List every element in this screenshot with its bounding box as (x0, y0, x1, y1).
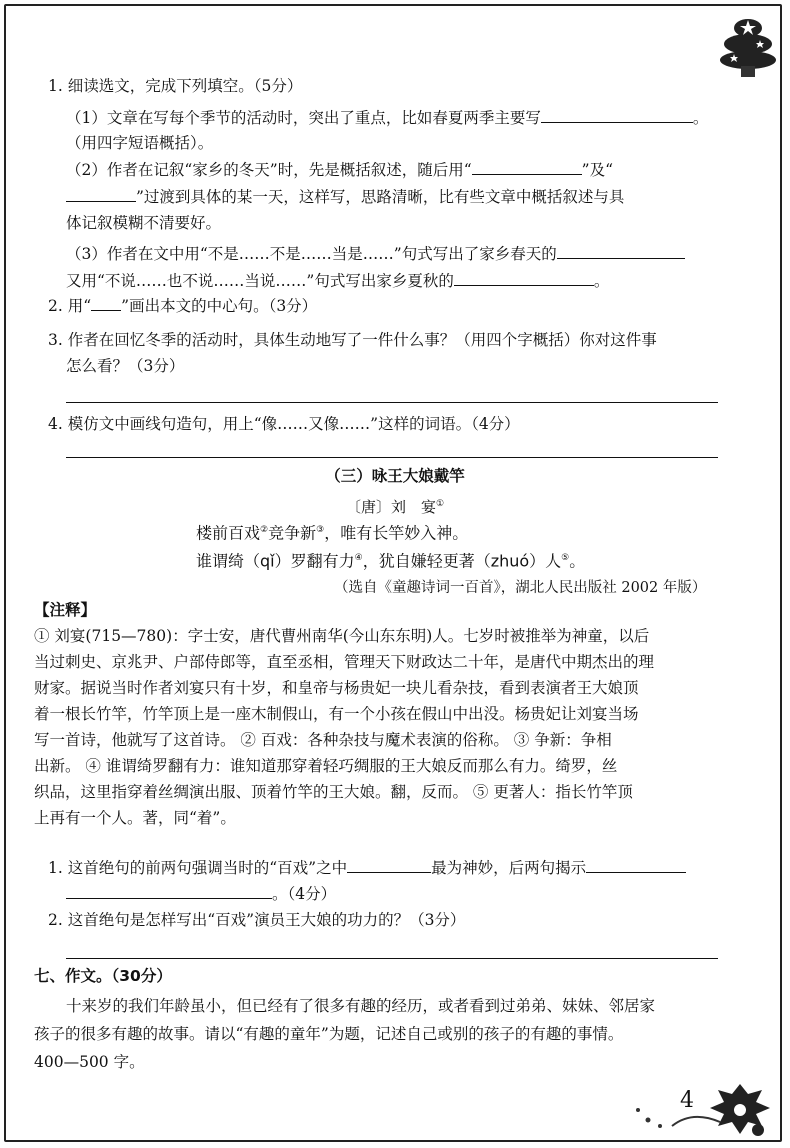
note-line: 上再有一个人。著，同“着”。 (34, 809, 236, 827)
answer-blank[interactable] (557, 244, 685, 259)
q1c-line1: （3）作者在文中用“不是……不是……当是……”句式写出了家乡春天的 (66, 244, 685, 264)
q2: 2. 用“ ”画出本文的中心句。（3分） (48, 297, 318, 315)
answer-blank[interactable] (66, 187, 136, 202)
answer-blank[interactable] (454, 271, 594, 286)
q3-answer-line[interactable] (66, 402, 718, 403)
poem-author: 〔唐〕刘 宴① (345, 498, 445, 516)
poem-line-2: 谁谓绮（qǐ）罗翻有力④，犹自嫌轻更著（zhuó）人⑤。 (196, 551, 586, 571)
notes-title: 【注释】 (34, 601, 97, 619)
q1-title: 1. 细读选文，完成下列填空。（5分） (48, 77, 303, 95)
q3-line1: 3. 作者在回忆冬季的活动时，具体生动地写了一件什么事？（用四个字概括）你对这件事 (48, 331, 657, 349)
answer-blank[interactable] (472, 160, 582, 175)
pq2-line1: 2. 这首绝句是怎样写出“百戏”演员王大娘的功力的？（3分） (48, 911, 466, 929)
essay-line-3: 400—500 字。 (34, 1053, 145, 1071)
q1a-line2: （用四字短语概括）。 (66, 134, 214, 152)
q1b-line3: 体记叙模糊不清要好。 (66, 214, 222, 232)
q4-answer-line[interactable] (66, 457, 718, 458)
essay-line-2: 孩子的很多有趣的故事。请以“有趣的童年”为题，记述自己或别的孩子的有趣的事情。 (34, 1025, 624, 1043)
answer-blank[interactable] (541, 108, 693, 123)
note-line: 当过刺史、京兆尹、户部侍郎等，直至丞相，管理天下财政达二十年，是唐代中期杰出的理 (34, 653, 655, 671)
note-line: 财家。据说当时作者刘宴只有十岁，和皇帝与杨贵妃一块儿看杂技，看到表演者王大娘顶 (34, 679, 639, 697)
q1b-line1: （2）作者在记叙“家乡的冬天”时，先是概括叙述，随后用“ ”及“ (66, 161, 613, 179)
note-line: 着一根长竹竿，竹竿顶上是一座木制假山，有一个小孩在假山中出没。杨贵妃让刘宴当场 (34, 705, 639, 723)
note-line: 写一首诗，他就写了这首诗。 ② 百戏：各种杂技与魔术表演的俗称。 ③ 争新：争相 (34, 731, 612, 749)
pq2-answer-line[interactable] (66, 958, 718, 959)
answer-blank[interactable] (347, 858, 431, 873)
answer-blank[interactable] (586, 858, 686, 873)
poem-title: （三）咏王大娘戴竿 (325, 467, 465, 485)
q1b-line2: ”过渡到具体的某一天，这样写，思路清晰，比有些文章中概括叙述与具 (66, 187, 624, 207)
poem-line-1: 楼前百戏②竞争新③，唯有长竿妙入神。 (196, 523, 469, 543)
pq1-line2: 。（4分） (66, 884, 336, 904)
holly-decoration-icon (632, 1080, 782, 1140)
note-line: ① 刘宴(715—780)：字士安，唐代曹州南华(今山东东明)人。七岁时被推举为神童，以后 (34, 627, 650, 645)
q3-line2: 怎么看？（3分） (66, 357, 185, 375)
poem-source: （选自《童趣诗词一百首》，湖北人民出版社 2002 年版） (334, 580, 707, 596)
underline-sample (91, 296, 121, 311)
page-number: 4 (680, 1088, 694, 1113)
answer-blank[interactable] (66, 884, 272, 899)
christmas-tree-icon (718, 14, 778, 80)
q1c-line2: 又用“不说……也不说……当说……”句式写出家乡夏秋的 。 (66, 272, 610, 290)
note-line: 出新。 ④ 谁谓绮罗翻有力：谁知道那穿着轻巧绸服的王大娘反而那么有力。绮罗，丝 (34, 757, 618, 775)
essay-title: 七、作文。（30分） (34, 967, 172, 985)
pq1-line1: 1. 这首绝句的前两句强调当时的“百戏”之中 最为神妙，后两句揭示 (48, 858, 686, 878)
note-line: 织品，这里指穿着丝绸演出服、顶着竹竿的王大娘。翻，反而。 ⑤ 更著人：指长竹竿顶 (34, 783, 633, 801)
essay-line-1: 十来岁的我们年龄虽小，但已经有了很多有趣的经历，或者看到过弟弟、妹妹、邻居家 (66, 997, 656, 1015)
q1a-line1: （1）文章在写每个季节的活动时，突出了重点，比如春夏两季主要写 。 (66, 109, 709, 127)
q4-line1: 4. 模仿文中画线句造句，用上“像……又像……”这样的词语。（4分） (48, 415, 520, 433)
